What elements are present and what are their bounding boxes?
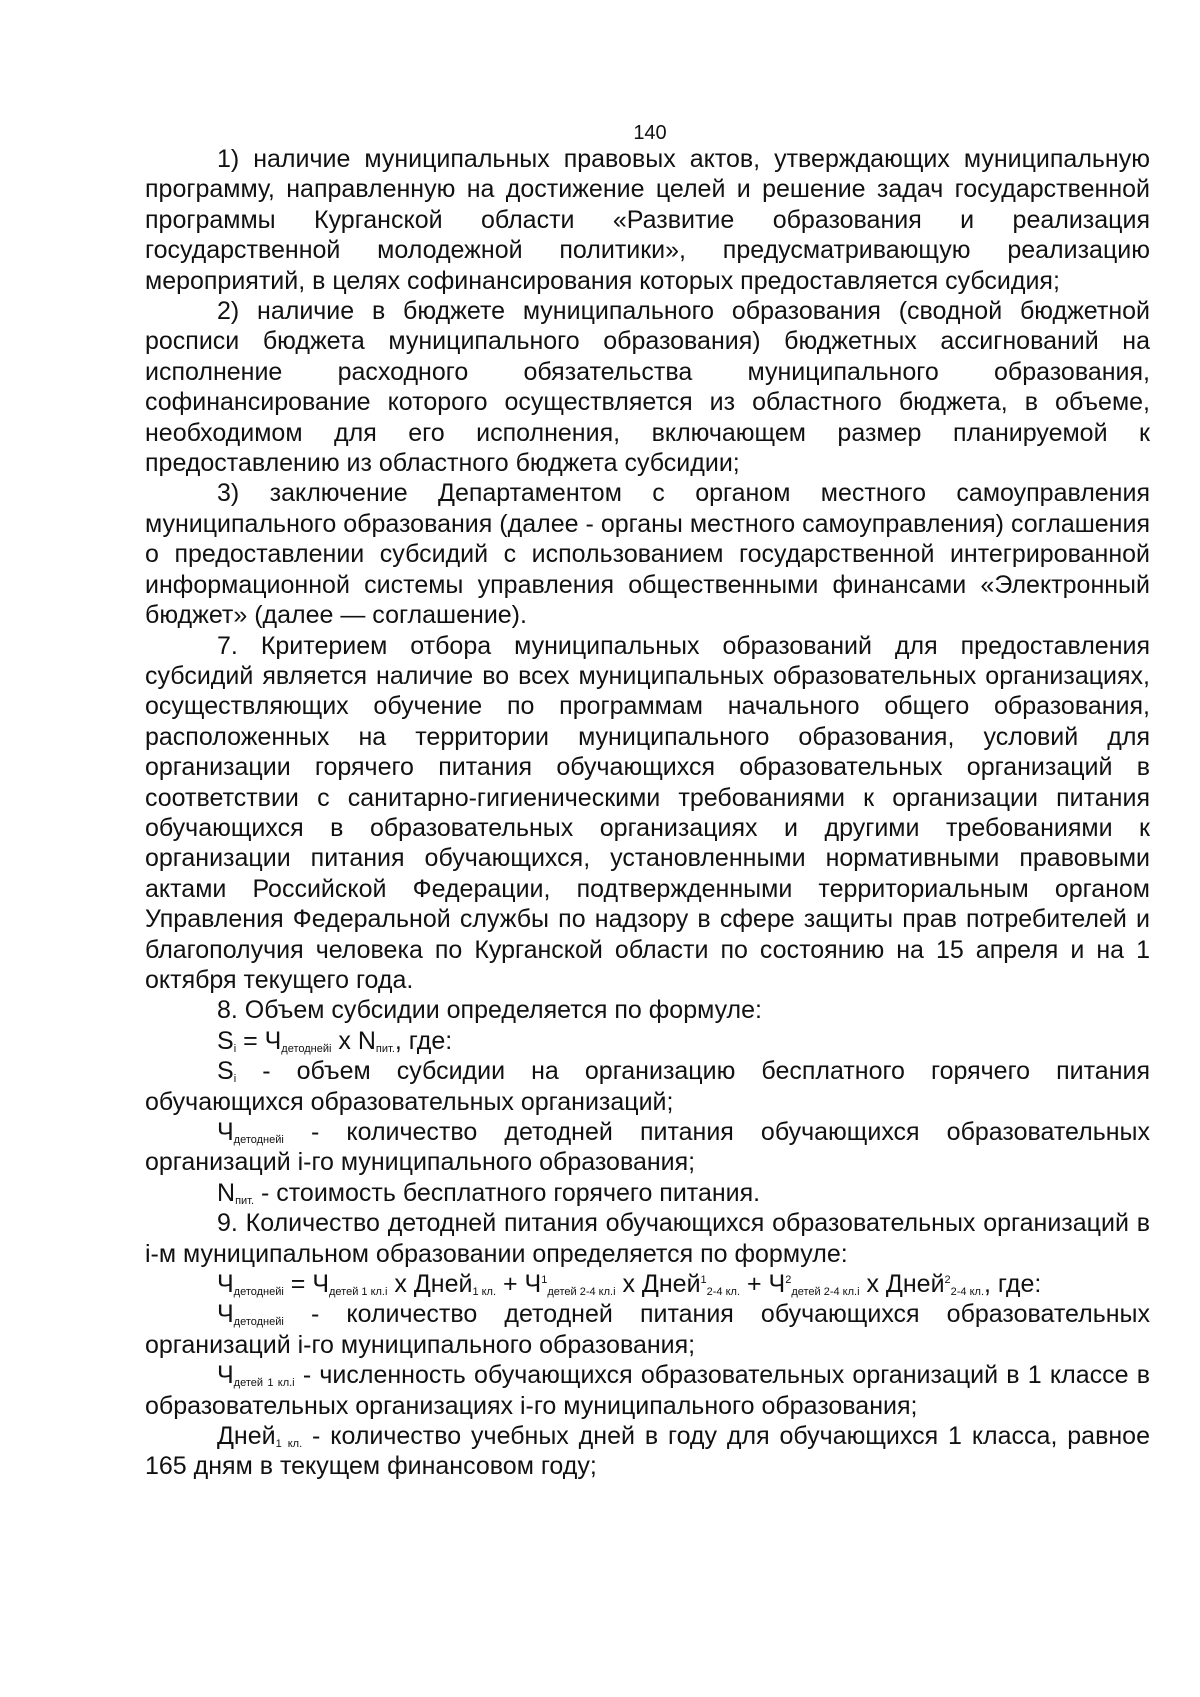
definition-subscript: детоднейi xyxy=(233,1134,284,1146)
formula-superscript: 2 xyxy=(944,1274,951,1287)
formula-text: = Ч xyxy=(236,1026,282,1055)
definition-text: - объем субсидии на организацию бесплатного горячего питания обучающихся образовательных организаций; xyxy=(145,1057,1150,1116)
paragraph-criterion-3: 3) заключение Департаментом с органом местного самоуправления муниципального образования (далее - органы местного самоуправления) соглашения о предоставлении субсидий с использованием государственной интегрированной информационной системы управления общественными финансами «Электронный бюджет» (далее — соглашение). xyxy=(145,479,1150,630)
definition-subscript: пит. xyxy=(235,1194,255,1207)
paragraph-criterion-1: 1) наличие муниципальных правовых актов, утверждающих муниципальную программу, направленную на достижение целей и решение задач государственной программы Курганской области «Развитие образования и реализация государственной молодежной политики», предусматривающую реализацию мероприятий, в целях софинансирования которых предоставляется субсидия; xyxy=(145,145,1150,295)
formula-text: x Дней xyxy=(859,1270,945,1299)
formula-subscript: 2-4 кл. xyxy=(706,1286,741,1299)
definition-text: - численность обучающихся образовательных организаций в 1 классе в образовательных организациях i-го муниципального образования; xyxy=(145,1361,1150,1420)
formula-subsidy xyxy=(145,1026,1150,1056)
definition-symbol: N xyxy=(217,1178,236,1207)
formula-subscript: 1 кл. xyxy=(472,1286,497,1299)
definition-subscript: детей 1 кл.i xyxy=(233,1377,295,1390)
formula-subscript: детоднейi xyxy=(233,1286,284,1299)
formula-subscript: i xyxy=(233,1042,237,1055)
definition-text: - стоимость бесплатного горячего питания. xyxy=(254,1178,761,1207)
definition-first-grade-days xyxy=(145,1421,1150,1482)
formula-text: x Дней xyxy=(615,1270,701,1299)
formula-text: x Дней xyxy=(387,1270,473,1299)
formula-superscript: 1 xyxy=(700,1274,707,1287)
definition-first-grade-count xyxy=(145,1360,1150,1421)
paragraph-selection-criteria: 7. Критерием отбора муниципальных образований для предоставления субсидий является наличие во всех муниципальных образовательных организациях, осуществляющих обучение по программам начального общего образования, расположенных на территории муниципального образования, условий для организации горячего питания обучающихся образовательных организаций в соответствии с санитарно-гигиеническими требованиями к организации питания обучающихся в образовательных организациях и другими требованиями к организации питания обучающихся, установленными нормативными правовыми актами Российской Федерации, подтвержденными территориальным органом Управления Федеральной службы по надзору в сфере защиты прав потребителей и благополучия человека по Курганской области по состоянию на 15 апреля и на 1 октября текущего года. xyxy=(145,631,1150,994)
definition-text: - количество детодней питания обучающихся образовательных организаций i-го муниципального образования; xyxy=(145,1300,1150,1359)
formula-subscript: детей 2-4 кл.i xyxy=(791,1286,860,1299)
formula-text: , где: xyxy=(394,1026,453,1055)
definition-text: - количество учебных дней в году для обучающихся 1 класса, равное 165 дням в текущем финансовом году; xyxy=(145,1422,1150,1481)
definition-subscript: 1 кл. xyxy=(275,1438,303,1451)
formula-text: x N xyxy=(331,1026,376,1055)
definition-text: - количество детодней питания обучающихся образовательных организаций i-го муниципального образования; xyxy=(145,1118,1150,1177)
formula-text: = Ч xyxy=(283,1270,329,1299)
paragraph-criterion-2: 2) наличие в бюджете муниципального образования (сводной бюджетной росписи бюджета муниципального образования) бюджетных ассигнований на исполнение расходного обязательства муниципального образования, софинансирование которого осуществляется из областного бюджета, в объеме, необходимом для его исполнения, включающем размер планируемой к предоставлению из областного бюджета субсидии; xyxy=(145,297,1150,478)
formula-subscript: пит. xyxy=(375,1042,395,1055)
definition-s xyxy=(145,1056,1150,1117)
formula-subscript: детей 2-4 кл.i xyxy=(547,1286,616,1299)
formula-superscript: 2 xyxy=(785,1274,792,1287)
formula-text: + Ч xyxy=(740,1270,786,1299)
formula-superscript: 1 xyxy=(541,1274,548,1287)
definition-subscript: i xyxy=(233,1073,237,1086)
formula-subscript: детей 1 кл.i xyxy=(329,1286,388,1299)
formula-child-days xyxy=(145,1269,1150,1299)
definition-symbol: S xyxy=(217,1057,234,1086)
formula-text: , где: xyxy=(984,1270,1042,1299)
formula-text: Ч xyxy=(217,1270,234,1299)
document-body xyxy=(145,144,1150,1482)
definition-symbol: Ч xyxy=(217,1118,234,1146)
page-number: 140 xyxy=(633,122,667,144)
definition-child-days-2 xyxy=(145,1299,1150,1360)
definition-symbol: Дней xyxy=(217,1422,276,1451)
paragraph-subsidy-volume: 8. Объем субсидии определяется по формуле: xyxy=(217,996,762,1025)
definition-child-days xyxy=(145,1117,1150,1178)
formula-text: + Ч xyxy=(496,1270,542,1299)
paragraph-child-days-count: 9. Количество детодней питания обучающихся образовательных организаций в i-м муниципальном образовании определяется по формуле: xyxy=(145,1209,1150,1268)
definition-meal-cost xyxy=(145,1178,1150,1208)
formula-symbol: S xyxy=(217,1026,234,1055)
definition-symbol: Ч xyxy=(217,1300,234,1329)
definition-subscript: детоднейi xyxy=(233,1316,284,1329)
formula-subscript: детоднейi xyxy=(281,1042,332,1055)
definition-symbol: Ч xyxy=(217,1361,234,1390)
formula-subscript: 2-4 кл. xyxy=(950,1286,985,1299)
